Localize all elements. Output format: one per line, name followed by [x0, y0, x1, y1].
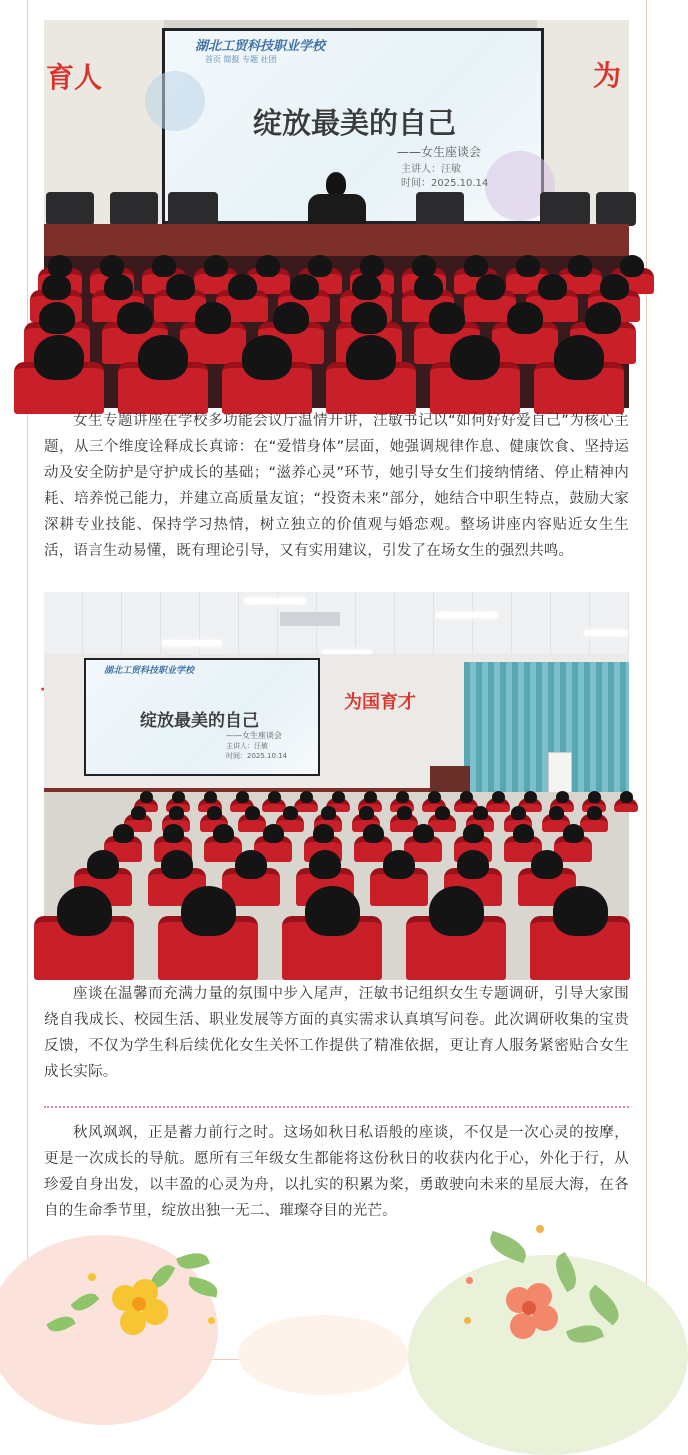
ceiling-light — [244, 598, 306, 604]
audience-member — [383, 850, 415, 879]
audience-member — [531, 850, 563, 879]
stage-chair — [168, 192, 218, 226]
yellow-flower-center — [132, 1297, 146, 1311]
audience-member — [556, 791, 569, 803]
audience-member — [553, 886, 608, 936]
audience-member — [364, 791, 377, 803]
audience-member — [169, 806, 184, 820]
audience-member — [42, 274, 71, 300]
audience-member — [57, 886, 112, 936]
audience-member — [507, 302, 543, 334]
audience-member — [305, 886, 360, 936]
audience-member — [166, 274, 195, 300]
paragraph-2: 座谈在温馨而充满力量的氛围中步入尾声，汪敏书记组织女生专题调研，引导大家围绕自我成长、校园生活、职业发展等方面的真实需求认真填写问卷。此次调研收集的宝贵反馈，不仅为学生科后续优化女生关怀工作提供了精准依据，更让育人服务紧密贴合女生成长实际。 — [44, 986, 629, 1080]
audience-member — [113, 824, 134, 843]
ceiling-light — [584, 630, 628, 636]
paragraph-1: 女生专题讲座在学校多功能会议厅温情开讲，汪敏书记以“如何好好爱自己”为核心主题，从三个维度诠释成长真谛：在“爱惜身体”层面，她强调规律作息、健康饮食、坚持运动及安全防护是守护成长的基础；“滋养心灵”环节，她引导女生们接纳情绪、停止精神内耗、培养悦己能力，并建立高质量友谊；“投资未来”部分，她结合中职生特点，鼓励大家深耕专业技能、保持学习热情，树立独立的价值观与婚恋观。整场讲座内容贴近女生生活，语言生动易懂，既有理论引导，又有实用建议，引发了在场女生的强烈共鸣。 — [44, 413, 629, 559]
speaker-body — [308, 194, 366, 224]
decor-dot — [208, 1317, 215, 1324]
audience-member — [429, 886, 484, 936]
audience-member — [131, 806, 146, 820]
audience-member — [163, 824, 184, 843]
audience-member — [463, 824, 484, 843]
audience-member — [104, 274, 133, 300]
audience-member — [213, 824, 234, 843]
screen-speaker: 主讲人：汪敏 — [226, 742, 268, 750]
audience-member — [228, 274, 257, 300]
audience-member — [396, 791, 409, 803]
floral-decor — [145, 71, 205, 131]
audience-member — [152, 255, 176, 277]
audience-member — [34, 335, 84, 380]
audience-member — [235, 850, 267, 879]
audience-member — [568, 255, 592, 277]
screen-school-name: 湖北工贸科技职业学校 — [195, 39, 326, 54]
wall-slogan-right: 为 — [592, 59, 621, 92]
audience-member — [620, 791, 633, 803]
audience-member — [242, 335, 292, 380]
audience-member — [600, 274, 629, 300]
decor-dot — [464, 1317, 471, 1324]
audience-member — [309, 850, 341, 879]
decor-dot — [88, 1273, 96, 1281]
dotted-divider — [44, 1106, 629, 1108]
audience-member — [300, 791, 313, 803]
audience-member — [516, 255, 540, 277]
air-vent — [280, 612, 340, 626]
audience-member — [363, 824, 384, 843]
audience-member — [563, 824, 584, 843]
flower-petal — [120, 1309, 146, 1335]
audience-member — [397, 806, 412, 820]
audience-member — [204, 255, 228, 277]
green-blob — [408, 1255, 688, 1455]
screen-title: 绽放最美的自己 — [140, 711, 259, 731]
orange-flower-center — [522, 1301, 536, 1315]
audience-member — [524, 791, 537, 803]
audience-member — [181, 886, 236, 936]
audience-member — [513, 824, 534, 843]
audience-member — [263, 824, 284, 843]
audience-member — [346, 335, 396, 380]
audience-seats — [44, 792, 629, 980]
audience-member — [268, 791, 281, 803]
audience-member — [207, 806, 222, 820]
lecture-photo-front — [44, 20, 629, 408]
audience-member — [283, 806, 298, 820]
audience-member — [554, 335, 604, 380]
screen-subtitle: ——女生座谈会 — [397, 145, 482, 159]
flower-petal — [510, 1313, 536, 1339]
audience-member — [236, 791, 249, 803]
audience-member — [273, 302, 309, 334]
ceiling-light — [436, 612, 498, 618]
lecture-photo-wide — [40, 592, 629, 980]
audience-member — [435, 806, 450, 820]
wall-slogan: 为国育才 — [344, 692, 416, 713]
cream-blob — [238, 1315, 408, 1395]
decor-dot — [466, 1277, 473, 1284]
audience-member — [138, 335, 188, 380]
stage-chair — [416, 192, 464, 226]
screen-school-name: 湖北工贸科技职业学校 — [104, 666, 195, 676]
stage-chair — [596, 192, 636, 226]
audience-member — [140, 791, 153, 803]
audience-member — [352, 274, 381, 300]
screen-date: 时间：2025.10.14 — [226, 752, 288, 760]
audience-member — [429, 302, 465, 334]
audience-member — [332, 791, 345, 803]
audience-member — [161, 850, 193, 879]
audience-member — [428, 791, 441, 803]
audience-member — [245, 806, 260, 820]
floral-footer-decoration — [28, 1225, 646, 1359]
stage-chair — [540, 192, 590, 226]
stage-chair — [46, 192, 94, 226]
projection-screen-2 — [84, 658, 320, 776]
audience-seats — [44, 256, 629, 408]
stage-chair — [110, 192, 158, 226]
screen-speaker: 主讲人：汪敏 — [401, 164, 461, 175]
audience-member — [87, 850, 119, 879]
audience-member — [172, 791, 185, 803]
audience-member — [460, 791, 473, 803]
audience-member — [413, 824, 434, 843]
audience-member — [549, 806, 564, 820]
audience-member — [511, 806, 526, 820]
audience-member — [308, 255, 332, 277]
paragraph-closing — [44, 1120, 629, 1224]
paragraph-survey — [44, 981, 629, 1085]
wall-slogan-left: 育人 — [46, 61, 103, 94]
decor-dot — [536, 1225, 544, 1233]
audience-member — [538, 274, 567, 300]
audience-member — [492, 791, 505, 803]
audience-member — [457, 850, 489, 879]
audience-member — [359, 806, 374, 820]
ceiling-light — [162, 640, 222, 646]
screen-title: 绽放最美的自己 — [253, 106, 457, 140]
audience-member — [620, 255, 644, 277]
paragraph-lecture — [44, 408, 629, 564]
audience-member — [195, 302, 231, 334]
speaker — [326, 172, 346, 196]
window-curtain — [464, 662, 629, 812]
audience-member — [256, 255, 280, 277]
screen-date: 时间：2025.10.14 — [401, 178, 489, 189]
screen-nav: 首页 简报 专题 社团 — [205, 55, 277, 64]
paragraph-3: 秋风飒飒，正是蓄力前行之时。这场如秋日私语般的座谈，不仅是一次心灵的按摩，更是一次成长的导航。愿所有三年级女生都能将这份秋日的收获内化于心，外化于行，从珍爱自身出发，以丰盈的心灵为舟，以扎实的积累为桨，勇敢驶向未来的星辰大海，在各自的生命季节里，绽放出独一无二、璀璨夺目的光芒。 — [44, 1125, 629, 1219]
audience-member — [585, 302, 621, 334]
audience-member — [414, 274, 443, 300]
audience-member — [321, 806, 336, 820]
screen-subtitle: ——女生座谈会 — [226, 731, 282, 740]
audience-member — [587, 806, 602, 820]
audience-member — [588, 791, 601, 803]
audience-member — [290, 274, 319, 300]
audience-member — [473, 806, 488, 820]
wall-slogan-edge: · — [40, 682, 46, 698]
audience-member — [351, 302, 387, 334]
audience-member — [313, 824, 334, 843]
audience-member — [450, 335, 500, 380]
audience-member — [476, 274, 505, 300]
audience-member — [204, 791, 217, 803]
audience-member — [117, 302, 153, 334]
audience-member — [39, 302, 75, 334]
audience-member — [464, 255, 488, 277]
